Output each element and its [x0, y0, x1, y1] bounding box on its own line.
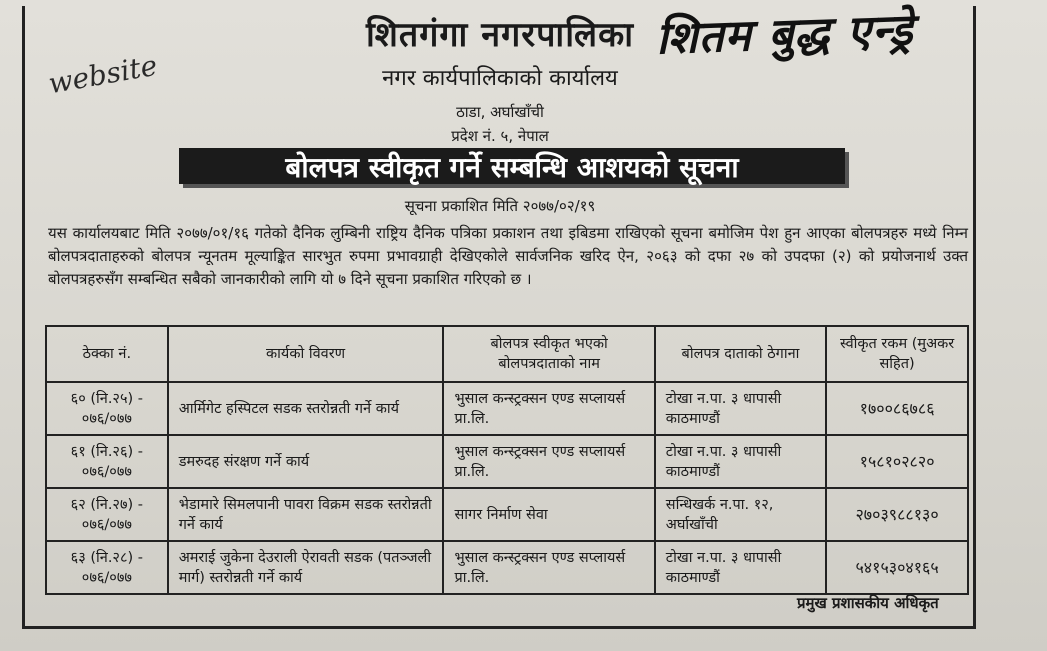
address-line-2: प्रदेश नं. ५, नेपाल: [451, 127, 549, 145]
bidder-address-cell: टोखा न.पा. ३ धापासी काठमाण्डौं: [655, 382, 826, 435]
bidder-address-cell: टोखा न.पा. ३ धापासी काठमाण्डौं: [655, 541, 826, 594]
header-work-description: कार्यको विवरण: [168, 326, 444, 382]
approved-amount-cell: १५८१०२८२०: [826, 435, 968, 488]
notice-body: यस कार्यालयबाट मिति २०७७/०१/१६ गतेको दैनिक लुम्बिनी राष्ट्रिय दैनिक पत्रिका प्रकाशन तथा इबिडमा राखिएको सूचना बमोजिम पेश हुन आएका बोलपत्रहरु मध्ये निम्न बोलपत्रदाताहरुको बोलपत्र न्यूनतम मूल्याङ्कित सारभुत रुपमा प्रभावग्राही देखिएकोले सार्वजनिक खरिद ऐन, २०६३ को दफा २७ को उपदफा (२) को प्रयोजनार्थ उक्त बोलपत्रहरुसँग सम्बन्धित सबैको जानकारीको लागि यो ७ दिने सूचना प्रकाशित गरिएको छ ।: [48, 224, 968, 288]
work-description-cell: आर्मिगेट हस्पिटल सडक स्तरोन्नती गर्ने कार्य: [168, 382, 444, 435]
municipality-name: शितगंगा नगरपालिका: [365, 15, 635, 55]
bidder-name-cell: भुसाल कन्स्ट्रक्सन एण्ड सप्लायर्स प्रा.लि.: [443, 435, 654, 488]
table-row: [46, 382, 968, 435]
approved-amount-cell: १७००८६७८६: [826, 382, 968, 435]
contract-no-cell: ६३ (नि.२८) - ०७६/०७७: [46, 541, 168, 594]
header-contract-no: ठेक्का नं.: [46, 326, 168, 382]
bidder-name-cell: सागर निर्माण सेवा: [443, 488, 654, 541]
header-approved-amount: स्वीकृत रकम (मुअकर सहित): [826, 326, 968, 382]
bidder-name-cell: भुसाल कन्स्ट्रक्सन एण्ड सप्लायर्स प्रा.लि.: [443, 382, 654, 435]
work-description-cell: डमरुदह संरक्षण गर्ने कार्य: [168, 435, 444, 488]
handwritten-note-website: website: [45, 48, 160, 101]
approved-amount-cell: ५४१५३०४१६५: [826, 541, 968, 594]
office-name: नगर कार्यपालिकाको कार्यालय: [382, 66, 618, 91]
bidder-address-cell: सन्धिखर्क न.पा. १२, अर्घाखाँची: [655, 488, 826, 541]
bidder-name-cell: भुसाल कन्स्ट्रक्सन एण्ड सप्लायर्स प्रा.लि.: [443, 541, 654, 594]
approved-amount-cell: २७०३९८८१३०: [826, 488, 968, 541]
work-description-cell: भेडामारे सिमलपानी पावरा विक्रम सडक स्तरोन्नती गर्ने कार्य: [168, 488, 444, 541]
notice-title: बोलपत्र स्वीकृत गर्ने सम्बन्धि आशयको सूचना: [285, 151, 739, 184]
contract-no-cell: ६१ (नि.२६) - ०७६/०७७: [46, 435, 168, 488]
contract-no-cell: ६० (नि.२५) - ०७६/०७७: [46, 382, 168, 435]
table-header-row: [46, 326, 968, 382]
header-bidder-name: बोलपत्र स्वीकृत भएको बोलपत्रदाताको नाम: [443, 326, 654, 382]
handwritten-note-top: शितम बुद्ध एन्ड्रे: [655, 4, 915, 65]
signature-title: प्रमुख प्रशासकीय अधिकृत: [797, 594, 939, 612]
table-row: [46, 541, 968, 594]
address-line-1: ठाडा, अर्घाखाँची: [456, 103, 544, 121]
contract-no-cell: ६२ (नि.२७) - ०७६/०७७: [46, 488, 168, 541]
published-date: सूचना प्रकाशित मिति २०७७/०२/१९: [404, 197, 596, 215]
contract-table: [45, 325, 969, 595]
header-bidder-address: बोलपत्र दाताको ठेगाना: [655, 326, 826, 382]
table-row: [46, 488, 968, 541]
work-description-cell: अमराई जुकेना देउराली ऐरावती सडक (पतञ्जली मार्ग) स्तरोन्नती गर्ने कार्य: [168, 541, 444, 594]
bidder-address-cell: टोखा न.पा. ३ धापासी काठमाण्डौं: [655, 435, 826, 488]
table-row: [46, 435, 968, 488]
